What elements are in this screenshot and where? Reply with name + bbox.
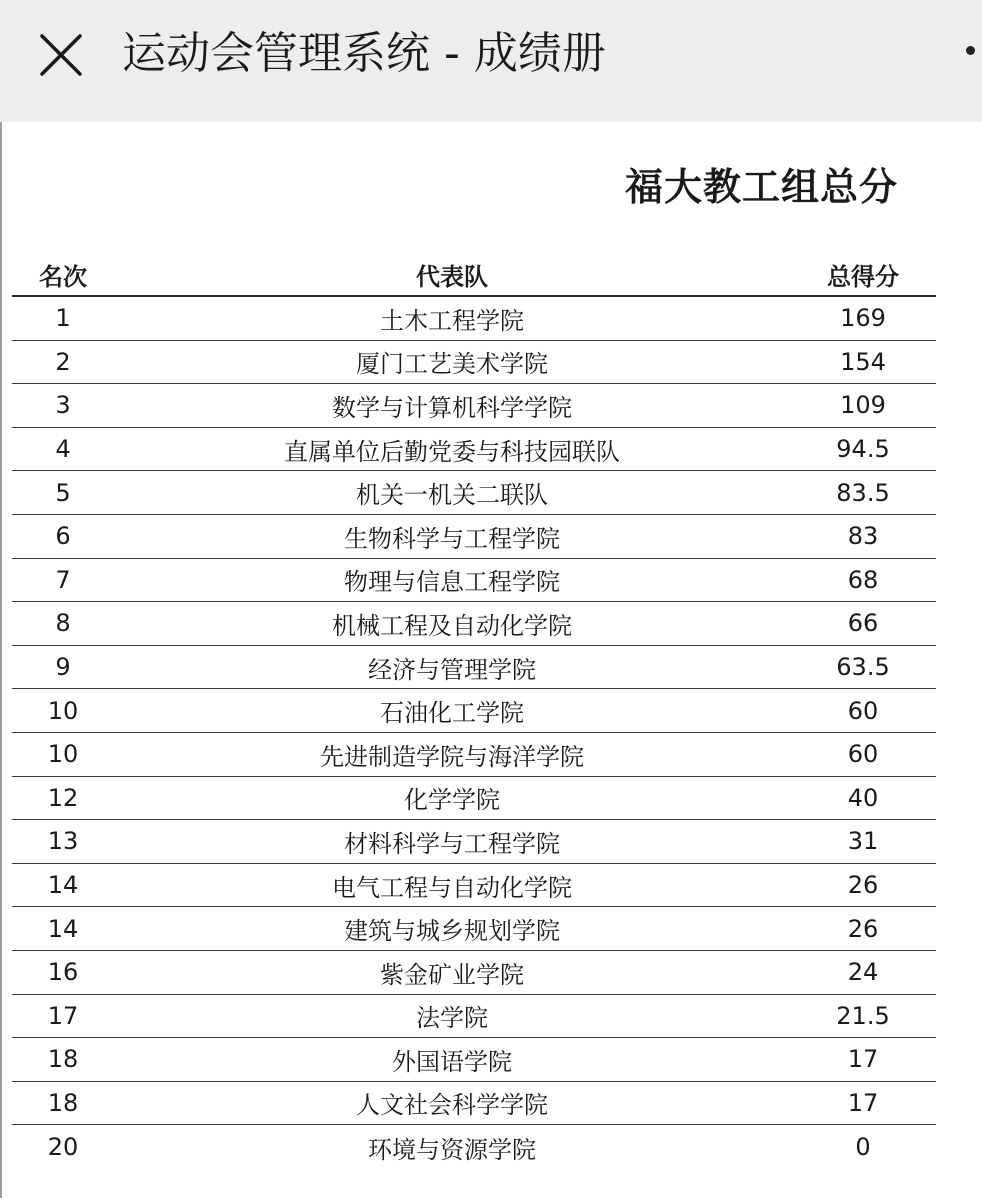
cell-score: 169 (840, 304, 886, 333)
table-row (12, 1082, 936, 1126)
table-row (12, 777, 936, 821)
cell-rank: 20 (47, 1133, 79, 1162)
table-row (12, 995, 936, 1039)
cell-rank: 2 (55, 347, 71, 376)
cell-rank: 14 (47, 914, 79, 943)
cell-team: 土木工程学院 (380, 306, 524, 335)
cell-team: 人文社会科学学院 (356, 1091, 548, 1120)
cell-team: 厦门工艺美术学院 (356, 350, 548, 379)
more-dots-icon[interactable] (966, 46, 975, 55)
table-row (12, 297, 936, 341)
close-button[interactable] (36, 30, 86, 80)
table-row (12, 384, 936, 428)
table-row (12, 951, 936, 995)
cell-team: 数学与计算机科学学院 (332, 393, 572, 422)
table-row (12, 341, 936, 385)
table-row (12, 602, 936, 646)
cell-rank: 7 (55, 565, 71, 594)
cell-team: 法学院 (416, 1004, 488, 1033)
cell-team: 经济与管理学院 (368, 655, 536, 684)
table-row (12, 646, 936, 690)
cell-score: 17 (847, 1088, 879, 1117)
cell-team: 先进制造学院与海洋学院 (320, 742, 584, 771)
table-row (12, 689, 936, 733)
cell-score: 24 (847, 958, 879, 987)
title-bar (0, 0, 982, 122)
cell-score: 68 (847, 565, 879, 594)
table-row (12, 820, 936, 864)
cell-rank: 12 (47, 783, 79, 812)
cell-score: 17 (847, 1045, 879, 1074)
cell-team: 机关一机关二联队 (356, 481, 548, 510)
cell-team: 材料科学与工程学院 (344, 829, 560, 858)
table-row (12, 428, 936, 472)
table-row (12, 864, 936, 908)
cell-team: 化学学院 (404, 786, 500, 815)
cell-rank: 18 (47, 1045, 79, 1074)
cell-rank: 6 (55, 522, 71, 551)
table-row (12, 559, 936, 603)
cell-team: 紫金矿业学院 (380, 960, 524, 989)
cell-score: 66 (847, 609, 879, 638)
cell-rank: 3 (55, 391, 71, 420)
cell-rank: 14 (47, 871, 79, 900)
table-row (12, 515, 936, 559)
cell-score: 40 (847, 783, 879, 812)
cell-rank: 10 (47, 740, 79, 769)
cell-score: 26 (847, 871, 879, 900)
cell-score: 83 (847, 522, 879, 551)
cell-score: 0 (855, 1133, 871, 1162)
cell-team: 生物科学与工程学院 (344, 524, 560, 553)
cell-score: 21.5 (836, 1001, 890, 1030)
cell-score: 26 (847, 914, 879, 943)
header-team: 代表队 (416, 263, 488, 291)
cell-score: 94.5 (836, 435, 890, 464)
cell-rank: 5 (55, 478, 71, 507)
header-rank: 名次 (39, 263, 87, 291)
table-row (12, 907, 936, 951)
cell-team: 石油化工学院 (380, 699, 524, 728)
cell-rank: 18 (47, 1088, 79, 1117)
table-row (12, 733, 936, 777)
cell-team: 机械工程及自动化学院 (332, 611, 572, 640)
table-body (12, 297, 936, 1169)
close-icon (36, 30, 86, 80)
score-table (12, 254, 936, 1169)
cell-rank: 4 (55, 435, 71, 464)
app-title: 运动会管理系统 - 成绩册 (122, 28, 606, 79)
cell-team: 电气工程与自动化学院 (332, 873, 572, 902)
cell-score: 83.5 (836, 478, 890, 507)
cell-team: 建筑与城乡规划学院 (344, 917, 560, 946)
cell-team: 环境与资源学院 (368, 1135, 536, 1164)
cell-rank: 9 (55, 653, 71, 682)
cell-score: 60 (847, 740, 879, 769)
cell-rank: 10 (47, 696, 79, 725)
table-row (12, 471, 936, 515)
cell-score: 31 (847, 827, 879, 856)
page-heading: 福大教工组总分 (624, 165, 898, 209)
cell-team: 直属单位后勤党委与科技园联队 (284, 437, 620, 466)
table-row (12, 1125, 936, 1169)
table-row (12, 1038, 936, 1082)
header-score: 总得分 (827, 263, 899, 291)
cell-rank: 13 (47, 827, 79, 856)
cell-team: 物理与信息工程学院 (344, 568, 560, 597)
cell-rank: 1 (55, 304, 71, 333)
cell-team: 外国语学院 (392, 1047, 512, 1076)
cell-rank: 17 (47, 1001, 79, 1030)
cell-score: 109 (840, 391, 886, 420)
table-header-row (12, 254, 936, 297)
left-border (0, 122, 2, 1198)
cell-rank: 8 (55, 609, 71, 638)
cell-score: 63.5 (836, 653, 890, 682)
cell-score: 60 (847, 696, 879, 725)
cell-rank: 16 (47, 958, 79, 987)
cell-score: 154 (840, 347, 886, 376)
